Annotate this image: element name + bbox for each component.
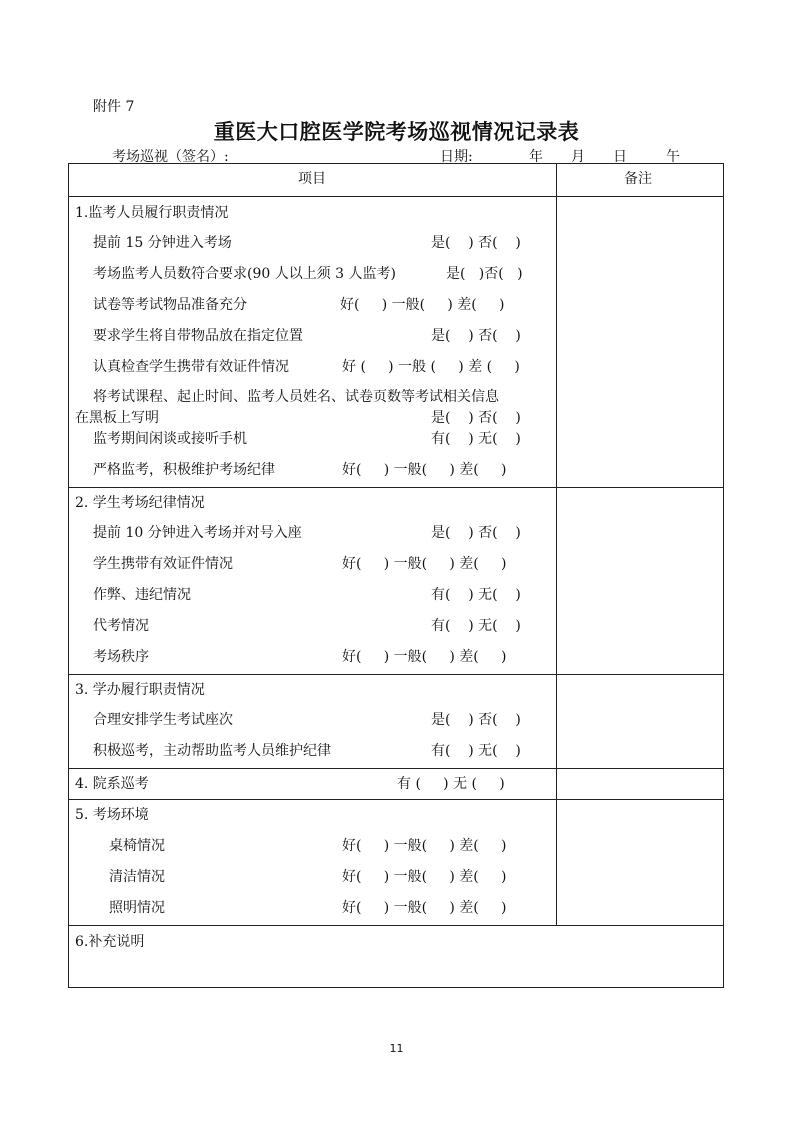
item-options: 是( ) 否( )	[431, 410, 521, 426]
column-divider	[556, 164, 557, 925]
item-options: 是( )否( )	[446, 266, 523, 282]
page-number: 11	[389, 1042, 404, 1055]
item-label: 考场监考人员数符合要求(90 人以上须 3 人监考)	[93, 266, 396, 282]
section-title: 6.补充说明	[75, 934, 145, 950]
item-label: 提前 10 分钟进入考场并对号入座	[93, 525, 302, 541]
day-label: 日	[613, 149, 627, 165]
item-label: 代考情况	[93, 618, 149, 634]
row-divider	[69, 674, 723, 675]
inspection-table	[68, 163, 724, 988]
item-options: 好( ) 一般( ) 差( )	[342, 869, 507, 885]
section-title: 2. 学生考场纪律情况	[75, 495, 205, 511]
item-label: 监考期间闲谈或接听手机	[93, 431, 247, 447]
noon-label: 午	[666, 149, 680, 165]
row-divider	[69, 925, 723, 926]
item-options: 是( ) 否( )	[431, 328, 521, 344]
item-options: 是( ) 否( )	[431, 525, 521, 541]
item-options: 有( ) 无( )	[431, 743, 521, 759]
row-divider	[69, 799, 723, 800]
item-label: 提前 15 分钟进入考场	[93, 235, 232, 251]
item-label: 合理安排学生考试座次	[93, 712, 233, 728]
item-options: 好( ) 一般( ) 差( )	[342, 900, 507, 916]
item-label: 桌椅情况	[109, 838, 165, 854]
column-header-item: 项目	[298, 171, 326, 187]
item-options: 好( ) 一般( ) 差( )	[340, 297, 505, 313]
item-label: 积极巡考，主动帮助监考人员维护纪律	[93, 743, 331, 759]
item-label: 清洁情况	[109, 869, 165, 885]
item-options: 好( ) 一般( ) 差( )	[342, 838, 507, 854]
item-options: 好 ( ) 一般 ( ) 差 ( )	[342, 359, 520, 375]
item-label: 认真检查学生携带有效证件情况	[93, 359, 289, 375]
item-label: 将考试课程、起止时间、监考人员姓名、试卷页数等考试相关信息	[93, 389, 499, 405]
section-title: 1.监考人员履行职责情况	[75, 205, 229, 221]
inspector-signature-label: 考场巡视（签名）:	[112, 149, 229, 165]
item-label: 考场秩序	[93, 649, 149, 665]
column-header-remarks: 备注	[624, 171, 652, 187]
form-title: 重医大口腔医学院考场巡视情况记录表	[213, 120, 580, 144]
year-label: 年	[529, 149, 543, 165]
item-options: 是( ) 否( )	[431, 712, 521, 728]
item-label: 照明情况	[109, 900, 165, 916]
item-label: 要求学生将自带物品放在指定位置	[93, 328, 303, 344]
item-label: 作弊、违纪情况	[93, 587, 191, 603]
row-divider	[69, 768, 723, 769]
item-options: 有 ( ) 无 ( )	[397, 776, 505, 792]
item-options: 有( ) 无( )	[431, 587, 521, 603]
attachment-label: 附件 7	[93, 99, 135, 115]
item-label: 严格监考，积极维护考场纪律	[93, 462, 275, 478]
item-label-continued: 在黑板上写明	[75, 410, 159, 426]
month-label: 月	[571, 149, 585, 165]
section-title: 4. 院系巡考	[75, 776, 149, 792]
item-options: 好( ) 一般( ) 差( )	[342, 649, 507, 665]
item-options: 好( ) 一般( ) 差( )	[342, 556, 507, 572]
item-label: 试卷等考试物品准备充分	[93, 297, 247, 313]
item-options: 是( ) 否( )	[431, 235, 521, 251]
item-options: 好( ) 一般( ) 差( )	[342, 462, 507, 478]
item-options: 有( ) 无( )	[431, 431, 521, 447]
item-options: 有( ) 无( )	[431, 618, 521, 634]
date-label: 日期:	[440, 149, 473, 165]
row-divider	[69, 196, 723, 197]
row-divider	[69, 487, 723, 488]
section-title: 3. 学办履行职责情况	[75, 682, 205, 698]
section-title: 5. 考场环境	[75, 807, 149, 823]
item-label: 学生携带有效证件情况	[93, 556, 233, 572]
